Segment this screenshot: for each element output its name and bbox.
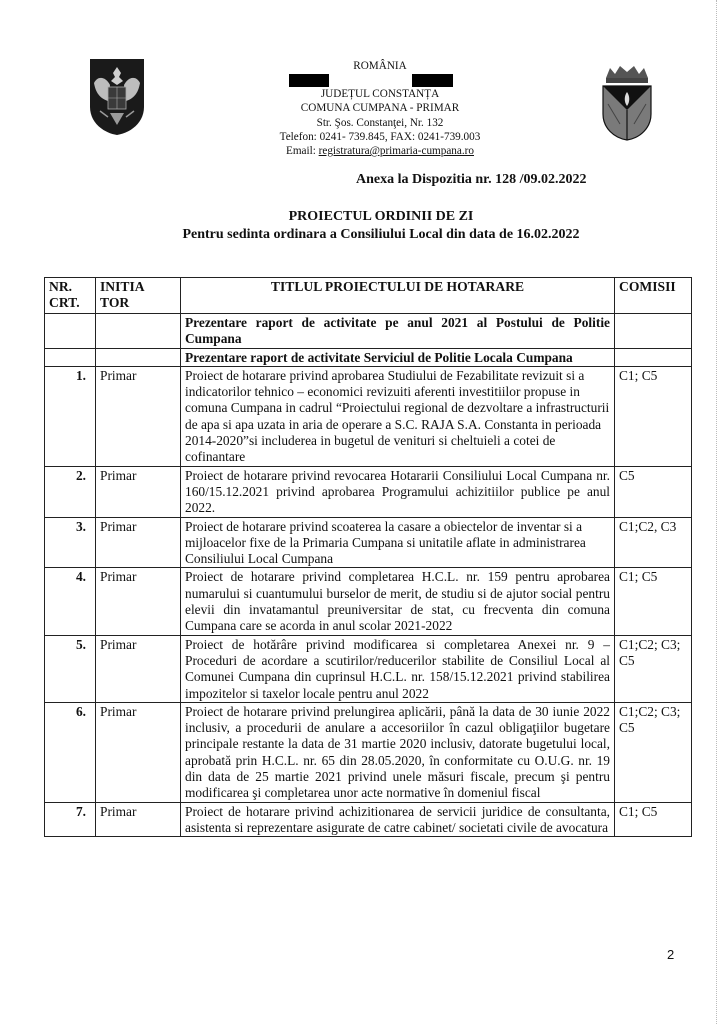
row-title: Prezentare raport de activitate Serviciul de Politie Locala Cumpana bbox=[181, 348, 615, 366]
cumpana-coat-of-arms-icon bbox=[600, 64, 654, 142]
address: Str. Şos. Constanţei, Nr. 132 bbox=[316, 116, 444, 129]
header-initiator: INITIA TOR bbox=[96, 278, 181, 314]
agenda-subtitle: Pentru sedinta ordinara a Consiliului Local din data de 16.02.2022 bbox=[182, 227, 580, 242]
header-title: TITLUL PROIECTULUI DE HOTARARE bbox=[181, 278, 615, 314]
row-commissions: C1; C5 bbox=[615, 568, 692, 635]
header-commissions: COMISII bbox=[615, 278, 692, 314]
row-commissions bbox=[615, 348, 692, 366]
email-label: Email: bbox=[286, 145, 319, 158]
row-initiator bbox=[96, 348, 181, 366]
row-title: Proiect de hotarare privind revocarea Hotararii Consiliului Local Cumpana nr. 160/15.12.2021 privind aprobarea Programului achizitiilor publice pe anul 2022. bbox=[181, 466, 615, 517]
table-row bbox=[45, 466, 692, 517]
row-commissions bbox=[615, 314, 692, 349]
row-initiator: Primar bbox=[96, 568, 181, 635]
table-row bbox=[45, 568, 692, 635]
country-name: ROMÂNIA bbox=[353, 60, 407, 72]
row-title: Proiect de hotărâre privind modificarea si completarea Anexei nr. 9 – Proceduri de acordare a scutirilor/reducerilor stabilite de Consiliul Local al Comunei Cumpana din cuprinsul H.C.L. nr. 158/15.12.2021 privind stabilirea impozitelor si taxelor locale pentru anul 2022 bbox=[181, 635, 615, 702]
row-initiator: Primar bbox=[96, 517, 181, 568]
row-nr: 1. bbox=[45, 366, 96, 466]
romania-coat-of-arms-icon bbox=[86, 55, 148, 137]
row-title: Proiect de hotarare privind achizitionarea de servicii juridice de consultanta, asistenta si reprezentare asigurate de catre cabinet/ societati civile de avocatura bbox=[181, 802, 615, 837]
row-nr bbox=[45, 348, 96, 366]
table-row bbox=[45, 635, 692, 702]
row-nr bbox=[45, 314, 96, 349]
table-row bbox=[45, 802, 692, 837]
table-row bbox=[45, 366, 692, 466]
email-line bbox=[230, 144, 530, 158]
row-title: Proiect de hotarare privind aprobarea Studiului de Fezabilitate revizuit si a indicatorilor tehnico – economici revizuiti aferenti investitiilor propuse in comuna Cumpana in cadrul “Proiectului regional de dezvoltare a infrastructurii de apa si apa uzata in aria de operare a S.C. RAJA S.A. Constanta in perioada 2014-2020”si includerea in bugetul de venituri si cheltuieli a cotei de cofinantare bbox=[181, 366, 615, 466]
table-row bbox=[45, 702, 692, 802]
institution-name: COMUNA CUMPANA - PRIMAR bbox=[300, 102, 460, 115]
row-commissions: C1;C2; C3; C5 bbox=[615, 702, 692, 802]
county-name: JUDEȚUL CONSTANȚA bbox=[320, 88, 440, 101]
row-nr: 7. bbox=[45, 802, 96, 837]
row-initiator: Primar bbox=[96, 466, 181, 517]
row-nr: 2. bbox=[45, 466, 96, 517]
agenda-heading bbox=[0, 208, 724, 244]
row-nr: 5. bbox=[45, 635, 96, 702]
agenda-table bbox=[44, 277, 692, 837]
row-commissions: C1;C2; C3; C5 bbox=[615, 635, 692, 702]
agenda-title: PROIECTUL ORDINII DE ZI bbox=[288, 209, 474, 224]
row-initiator: Primar bbox=[96, 802, 181, 837]
row-title: Proiect de hotarare privind prelungirea aplicării, până la data de 30 iunie 2022 inclusiv, a procedurii de anulare a accesoriilor în cazul obligaţiilor bugetare principale restante la data de 31 martie 2020 inclusiv, datorate bugetului local, aprobată prin H.C.L. nr. 65 din 28.05.2020, în conformitate cu O.U.G. nr. 19 din data de 25 martie 2021 privind unele măsuri fiscale, precum şi pentru modificarea şi completarea unor acte normative în domeniul fiscal bbox=[181, 702, 615, 802]
page-number: 2 bbox=[667, 947, 675, 962]
row-commissions: C5 bbox=[615, 466, 692, 517]
row-initiator bbox=[96, 314, 181, 349]
table-row bbox=[45, 517, 692, 568]
table-row bbox=[45, 314, 692, 349]
phone-fax: Telefon: 0241- 739.845, FAX: 0241-739.003 bbox=[279, 130, 481, 143]
row-commissions: C1; C5 bbox=[615, 802, 692, 837]
row-title: Proiect de hotarare privind scoaterea la casare a obiectelor de inventar si a mijloacelor fixe de la Primaria Cumpana si unitatile aflate in administrarea Consiliului Local Cumpana bbox=[181, 517, 615, 568]
row-commissions: C1; C5 bbox=[615, 366, 692, 466]
email-link[interactable]: registratura@primaria-cumpana.ro bbox=[318, 145, 474, 158]
row-title: Prezentare raport de activitate pe anul 2021 al Postului de Politie Cumpana bbox=[181, 314, 615, 349]
row-nr: 3. bbox=[45, 517, 96, 568]
row-nr: 4. bbox=[45, 568, 96, 635]
redaction-bar bbox=[289, 74, 329, 87]
scan-page-edge bbox=[715, 0, 717, 1024]
row-initiator: Primar bbox=[96, 366, 181, 466]
row-initiator: Primar bbox=[96, 635, 181, 702]
table-header-row bbox=[45, 278, 692, 314]
redacted-area bbox=[230, 73, 530, 87]
annex-reference: Anexa la Dispozitia nr. 128 /09.02.2022 bbox=[356, 172, 587, 187]
row-title: Proiect de hotarare privind completarea H.C.L. nr. 159 pentru aprobarea numarului si cuantumului burselor de merit, de studiu si de ajutor social pentru elevii din invatamantul preuniversitar de stat, cu frecventa din comuna Cumpana care se acorda in anul scolar 2021-2022 bbox=[181, 568, 615, 635]
row-commissions: C1;C2, C3 bbox=[615, 517, 692, 568]
row-nr: 6. bbox=[45, 702, 96, 802]
table-row bbox=[45, 348, 692, 366]
letterhead bbox=[230, 59, 530, 158]
row-initiator: Primar bbox=[96, 702, 181, 802]
redaction-bar bbox=[412, 74, 453, 87]
header-nr: NR. CRT. bbox=[45, 278, 96, 314]
